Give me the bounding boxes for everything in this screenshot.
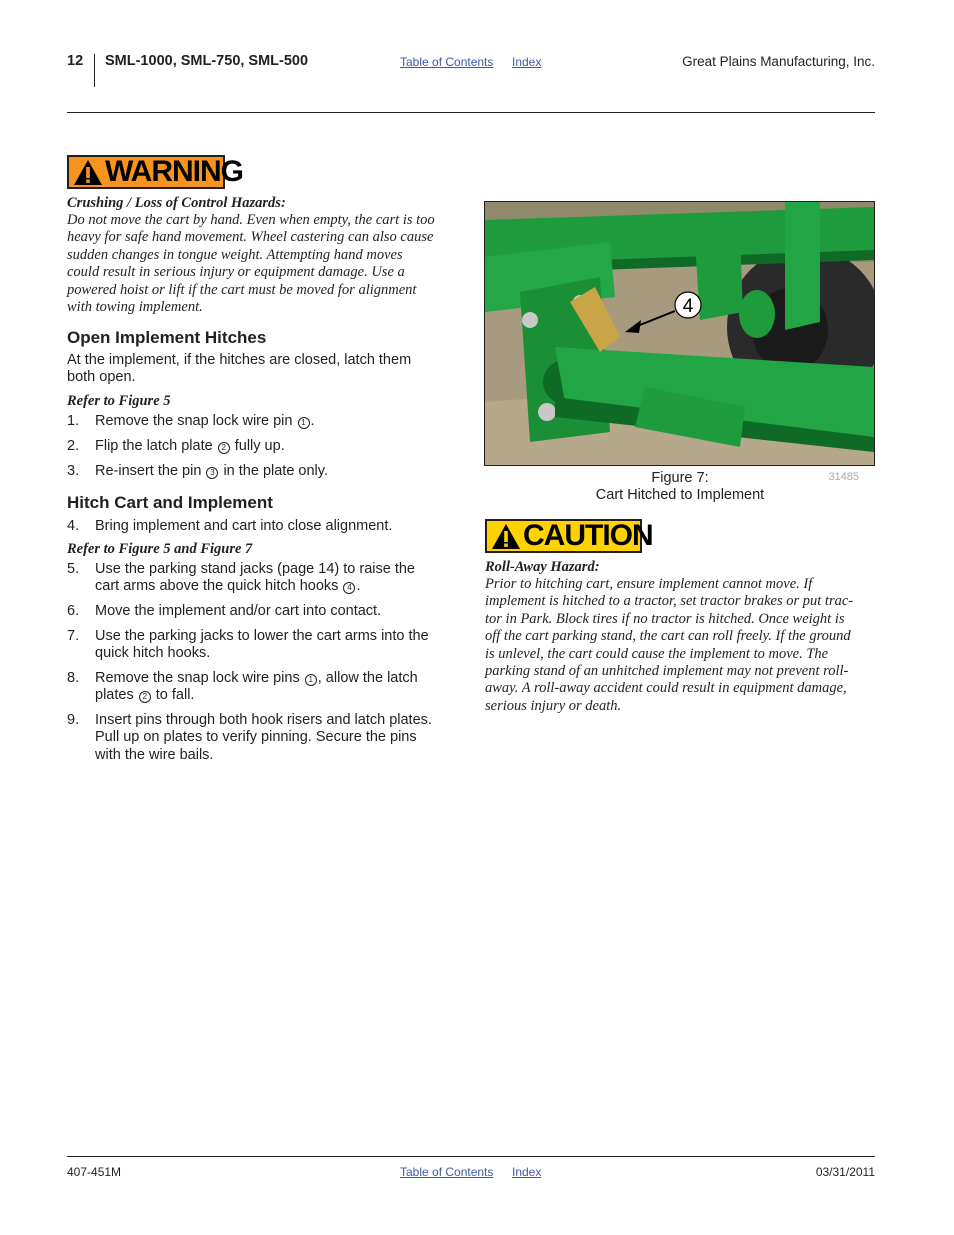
callout-number-icon: 2 [139, 691, 151, 703]
step-number: 8. [67, 670, 80, 686]
step-number: 2. [67, 438, 80, 454]
step-text: Pull up on plates to verify pinning. Secure the pins [95, 729, 417, 746]
step-text: with the wire bails. [95, 746, 214, 763]
figure-caption-title: Cart Hitched to Implement [595, 487, 765, 503]
step-text: Use the parking jacks to lower the cart arms into the [95, 628, 429, 644]
caution-line: serious injury or death. [485, 697, 622, 714]
caution-line: parking stand of an unhitched implement may not prevent roll- [485, 663, 849, 680]
caution-line: tor in Park. Block tires if no tractor is hitched. Once weight is [485, 610, 845, 627]
warning-line: sudden changes in tongue weight. Attempting hand moves [67, 246, 403, 263]
header-rule [67, 112, 875, 113]
header-toc-link[interactable]: Table of Contents [400, 55, 494, 69]
warning-line: powered hoist or lift if the cart must be moved for alignment [67, 281, 417, 298]
step-number: 7. [67, 628, 80, 644]
step-number: 5. [67, 561, 80, 577]
caution-line: away. A roll-away accident could result in equipment damage, [485, 680, 847, 697]
warning-title: Crushing / Loss of Control Hazards: [67, 195, 286, 211]
model-title: SML-1000, SML-750, SML-500 [105, 53, 309, 69]
caution-title: Roll-Away Hazard: [485, 559, 600, 575]
step-text: Re-insert the pin [95, 463, 206, 479]
step-text: Bring implement and cart into close alignment. [95, 518, 393, 534]
warning-label-text: WARNING [105, 155, 243, 188]
step-text: fully up. [230, 438, 285, 454]
callout-number-icon: 1 [298, 417, 310, 429]
figure-caption-number: Figure 7: [651, 470, 709, 486]
step-text: Insert pins through both hook risers and latch plates. [95, 712, 432, 728]
figure-photo [484, 201, 875, 466]
caution-line: implement is hitched to a tractor, set tractor brakes or put trac- [485, 593, 854, 610]
cart-hitch-illustration [485, 202, 874, 465]
section-heading-open-hitches: Open Implement Hitches [67, 328, 267, 347]
warning-line: Do not move the cart by hand. Even when empty, the cart is too [67, 212, 435, 228]
step-text: Flip the latch plate [95, 438, 217, 454]
caution-line: off the cart parking stand, the cart can roll freely. If the ground [485, 628, 851, 645]
caution-body [485, 576, 880, 715]
figure-reference: Refer to Figure 5 and Figure 7 [67, 541, 253, 557]
step-text: Remove the snap lock wire pins [95, 670, 304, 686]
step-number: 3. [67, 463, 80, 479]
hazard-triangle-icon [491, 523, 521, 550]
step-text: . [356, 578, 361, 595]
caution-label-text: CAUTION [523, 519, 653, 552]
step-text: in the plate only. [219, 463, 328, 479]
step-text: quick hitch hooks. [95, 645, 211, 662]
figure-reference: Refer to Figure 5 [67, 393, 171, 409]
open-hitches-intro [67, 352, 467, 387]
step-text: to fall. [151, 687, 195, 704]
warning-label [67, 155, 243, 189]
image-number: 31485 [828, 471, 859, 483]
step-text: , allow the latch [317, 670, 418, 686]
hazard-triangle-icon [73, 159, 103, 186]
doc-date: 03/31/2011 [815, 1165, 875, 1179]
page-number: 12 [67, 53, 84, 69]
callout-number: 4 [682, 296, 694, 317]
caution-line: is unlevel, the cart could cause the implement to move. The [485, 645, 829, 662]
step-text: Remove the snap lock wire pin [95, 413, 297, 429]
step-number: 6. [67, 603, 80, 619]
intro-line: both open. [67, 369, 136, 386]
doc-number: 407-451M [67, 1165, 122, 1179]
company-name: Great Plains Manufacturing, Inc. [682, 54, 875, 69]
callout-number-icon: 4 [343, 582, 355, 594]
footer-toc-link[interactable]: Table of Contents [400, 1165, 494, 1179]
footer-index-link[interactable]: Index [512, 1165, 542, 1179]
step-number: 9. [67, 712, 80, 728]
callout-number-icon: 1 [305, 674, 317, 686]
step-text: . [310, 413, 315, 429]
warning-line: heavy for safe hand movement. Wheel castering can also cause [67, 229, 434, 246]
header-index-link[interactable]: Index [512, 55, 542, 69]
intro-line: At the implement, if the hitches are closed, latch them [67, 352, 412, 368]
section-heading-hitch-cart: Hitch Cart and Implement [67, 493, 273, 512]
warning-body [67, 212, 467, 316]
step-number: 1. [67, 413, 80, 429]
step-text: Use the parking stand jacks (page 14) to raise the [95, 561, 415, 577]
callout-number-icon: 2 [218, 442, 230, 454]
warning-line: with towing implement. [67, 299, 203, 316]
warning-line: could result in serious injury or equipment damage. Use a [67, 264, 405, 281]
step-text: plates [95, 687, 138, 704]
caution-line: Prior to hitching cart, ensure implement cannot move. If [485, 576, 813, 592]
caution-label [485, 519, 653, 553]
step-text: Move the implement and/or cart into contact. [95, 603, 382, 619]
step-number: 4. [67, 518, 80, 534]
step-text: cart arms above the quick hitch hooks [95, 578, 343, 595]
header-divider [94, 54, 95, 87]
callout-number-icon: 3 [206, 467, 218, 479]
footer-rule [67, 1156, 875, 1157]
